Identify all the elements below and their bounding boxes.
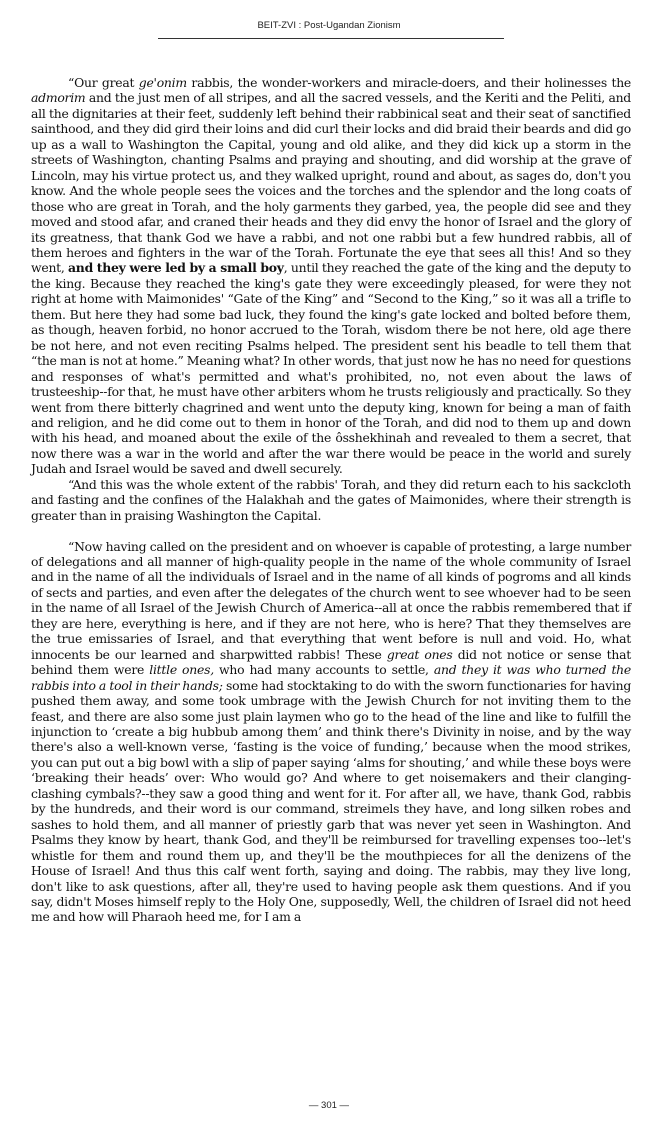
page-number: — 301 —	[308, 1100, 350, 1111]
italic-text: admorim	[31, 90, 86, 106]
text-run: who had many accounts to settle,	[213, 662, 434, 678]
text-run: “Our great	[68, 75, 139, 90]
header-divider	[158, 38, 504, 39]
italic-text: ge'onim	[138, 75, 187, 90]
italic-text: and they it was who turned the rabbis into a tool in their hands;	[31, 662, 631, 693]
paragraph	[31, 539, 631, 925]
running-header: BEIT-ZVI : Post-Ugandan Zionism	[257, 20, 401, 31]
italic-text: great ones	[386, 646, 453, 662]
text-run: “And this was the whole extent of the rabbis' Torah, and they did return each to his sackcloth and fasting and the confines of the Halakhah and the gates of Maimonides, where their strength is greater than in praising Washington the Capital.	[31, 476, 631, 523]
text-run: , until they reached the gate of the king and the deputy to the king. Because they reached the king's gate they were exceedingly pleased, for were they not right at home with Maimonides' “Gate of the King” and “Second to the King,” so it was all a trifle to them. But here they had some bad luck, they found the king's gate locked and bolted before them, as though, heaven forbid, no honor accrued to the Torah, wisdom there be not here, old age there be not here, and not even reciting Psalms helped. The president sent his beadle to tell them that “the man is not at home.” Meaning what? In other words, that just now he has no need for questions and responses of what's permitted and what's prohibited, no, not even about the laws of trusteeship--for that, he must have other arbiters whom he trusts religiously and practically. So they went from there bitterly chagrined and went unto the deputy king, known for being a man of faith and religion, and he did come out to them in honor of the Torah, and did nod to them up and down with his head, and moaned about the exile of the ôsshekhinah and revealed to them a secret, that now there was a war in the world and after the war there would be peace in the world and surely Judah and Israel would be saved and dwell securely.	[31, 260, 632, 477]
body-text	[31, 75, 631, 925]
paragraph	[31, 75, 631, 477]
text-run: some had stocktaking to do with the sworn functionaries for having pushed them away, and some took umbrage with the Jewish Church for not inviting them to the feast, and there are also some just plain laymen who go to the head of the line and like to fulfill the injunction to ‘create a big hubbub among them’ and think there's Divinity in noise, and by the way there's also a well-known verse, ‘fasting is the voice of funding,’ because when the mood strikes, you can put out a big bowl with a slip of paper saying ‘alms for shouting,’ and while these boys were ‘breaking their heads’ over: Who would go? And where to get noisemakers and their clanging-clashing cymbals?--they saw a good thing and went for it. For after all, we have, thank God, rabbis by the hundreds, and their word is our command, streimels they have, and long silken robes and sashes to hold them, and all manner of priestly garb that was never yet seen in Washington. And Psalms they know by heart, thank God, and they'll be reimbursed for travelling expenses too--let's whistle for them and round them up, and they'll be the mouthpieces for all the denizens of the House of Israel! And thus this calf went forth, saying and doing. The rabbis, may they live long, don't like to ask questions, after all, they're used to having people ask them questions. And if you say, didn't Moses himself reply to the Holy One, supposedly, Well, the children of Israel did not heed me and how will Pharaoh heed me, for I am a	[31, 677, 631, 925]
text-run: rabbis, the wonder-workers and miracle-doers, and their holinesses the	[186, 75, 632, 90]
text-run: “Now having called on the president and on whoever is capable of protesting, a large number of delegations and all manner of high-quality people in the name of the whole community of Israel and in the name of all the individuals of Israel and in the name of all kinds of pogroms and all kinds of sects and parties, and even after the delegates of the church went to see whoever had to be seen in the name of all Israel of the Jewish Church of America--all at once the rabbis remembered that if they are here, everything is here, and if they are not here, who is here? That they themselves are the true emissaries of Israel, and that everything that went before is null and void. Ho, what innocents be our learned and sharpwitted rabbis! These	[31, 538, 631, 662]
bold-text: and they were led by a small boy	[68, 260, 284, 276]
paragraph	[31, 477, 631, 523]
italic-text: little ones,	[149, 662, 214, 678]
text-run: did not notice or sense that behind them were	[31, 646, 632, 678]
text-run: and the just men of all stripes, and all the sacred vessels, and the Keriti and the Peliti, and all the dignitaries at their feet, suddenly left behind their rabbinical seat and their seat of sanctified sainthood, and they did gird their loins and did curl their locks and did braid their beards and did go up as a wall to Washington the Capital, young and old alike, and they did kick up a storm in the streets of Washington, chanting Psalms and praying and shouting, and did worship at the grave of Lincoln, may his virtue protect us, and they walked upright, round and about, as sages do, don't you know. And the whole people sees the voices and the torches and the splendor and the long coats of those who are great in Torah, and the holy garments they garbed, yea, the people did see and they moved and stood afar, and craned their heads and they did envy the honor of Israel and the glory of its greatness, that thank God we have a rabbi, and not one rabbi but a few hundred rabbis, all of them heroes and fighters in the war of the Torah. Fortunate the eye that sees all this! And so they went,	[31, 90, 631, 276]
